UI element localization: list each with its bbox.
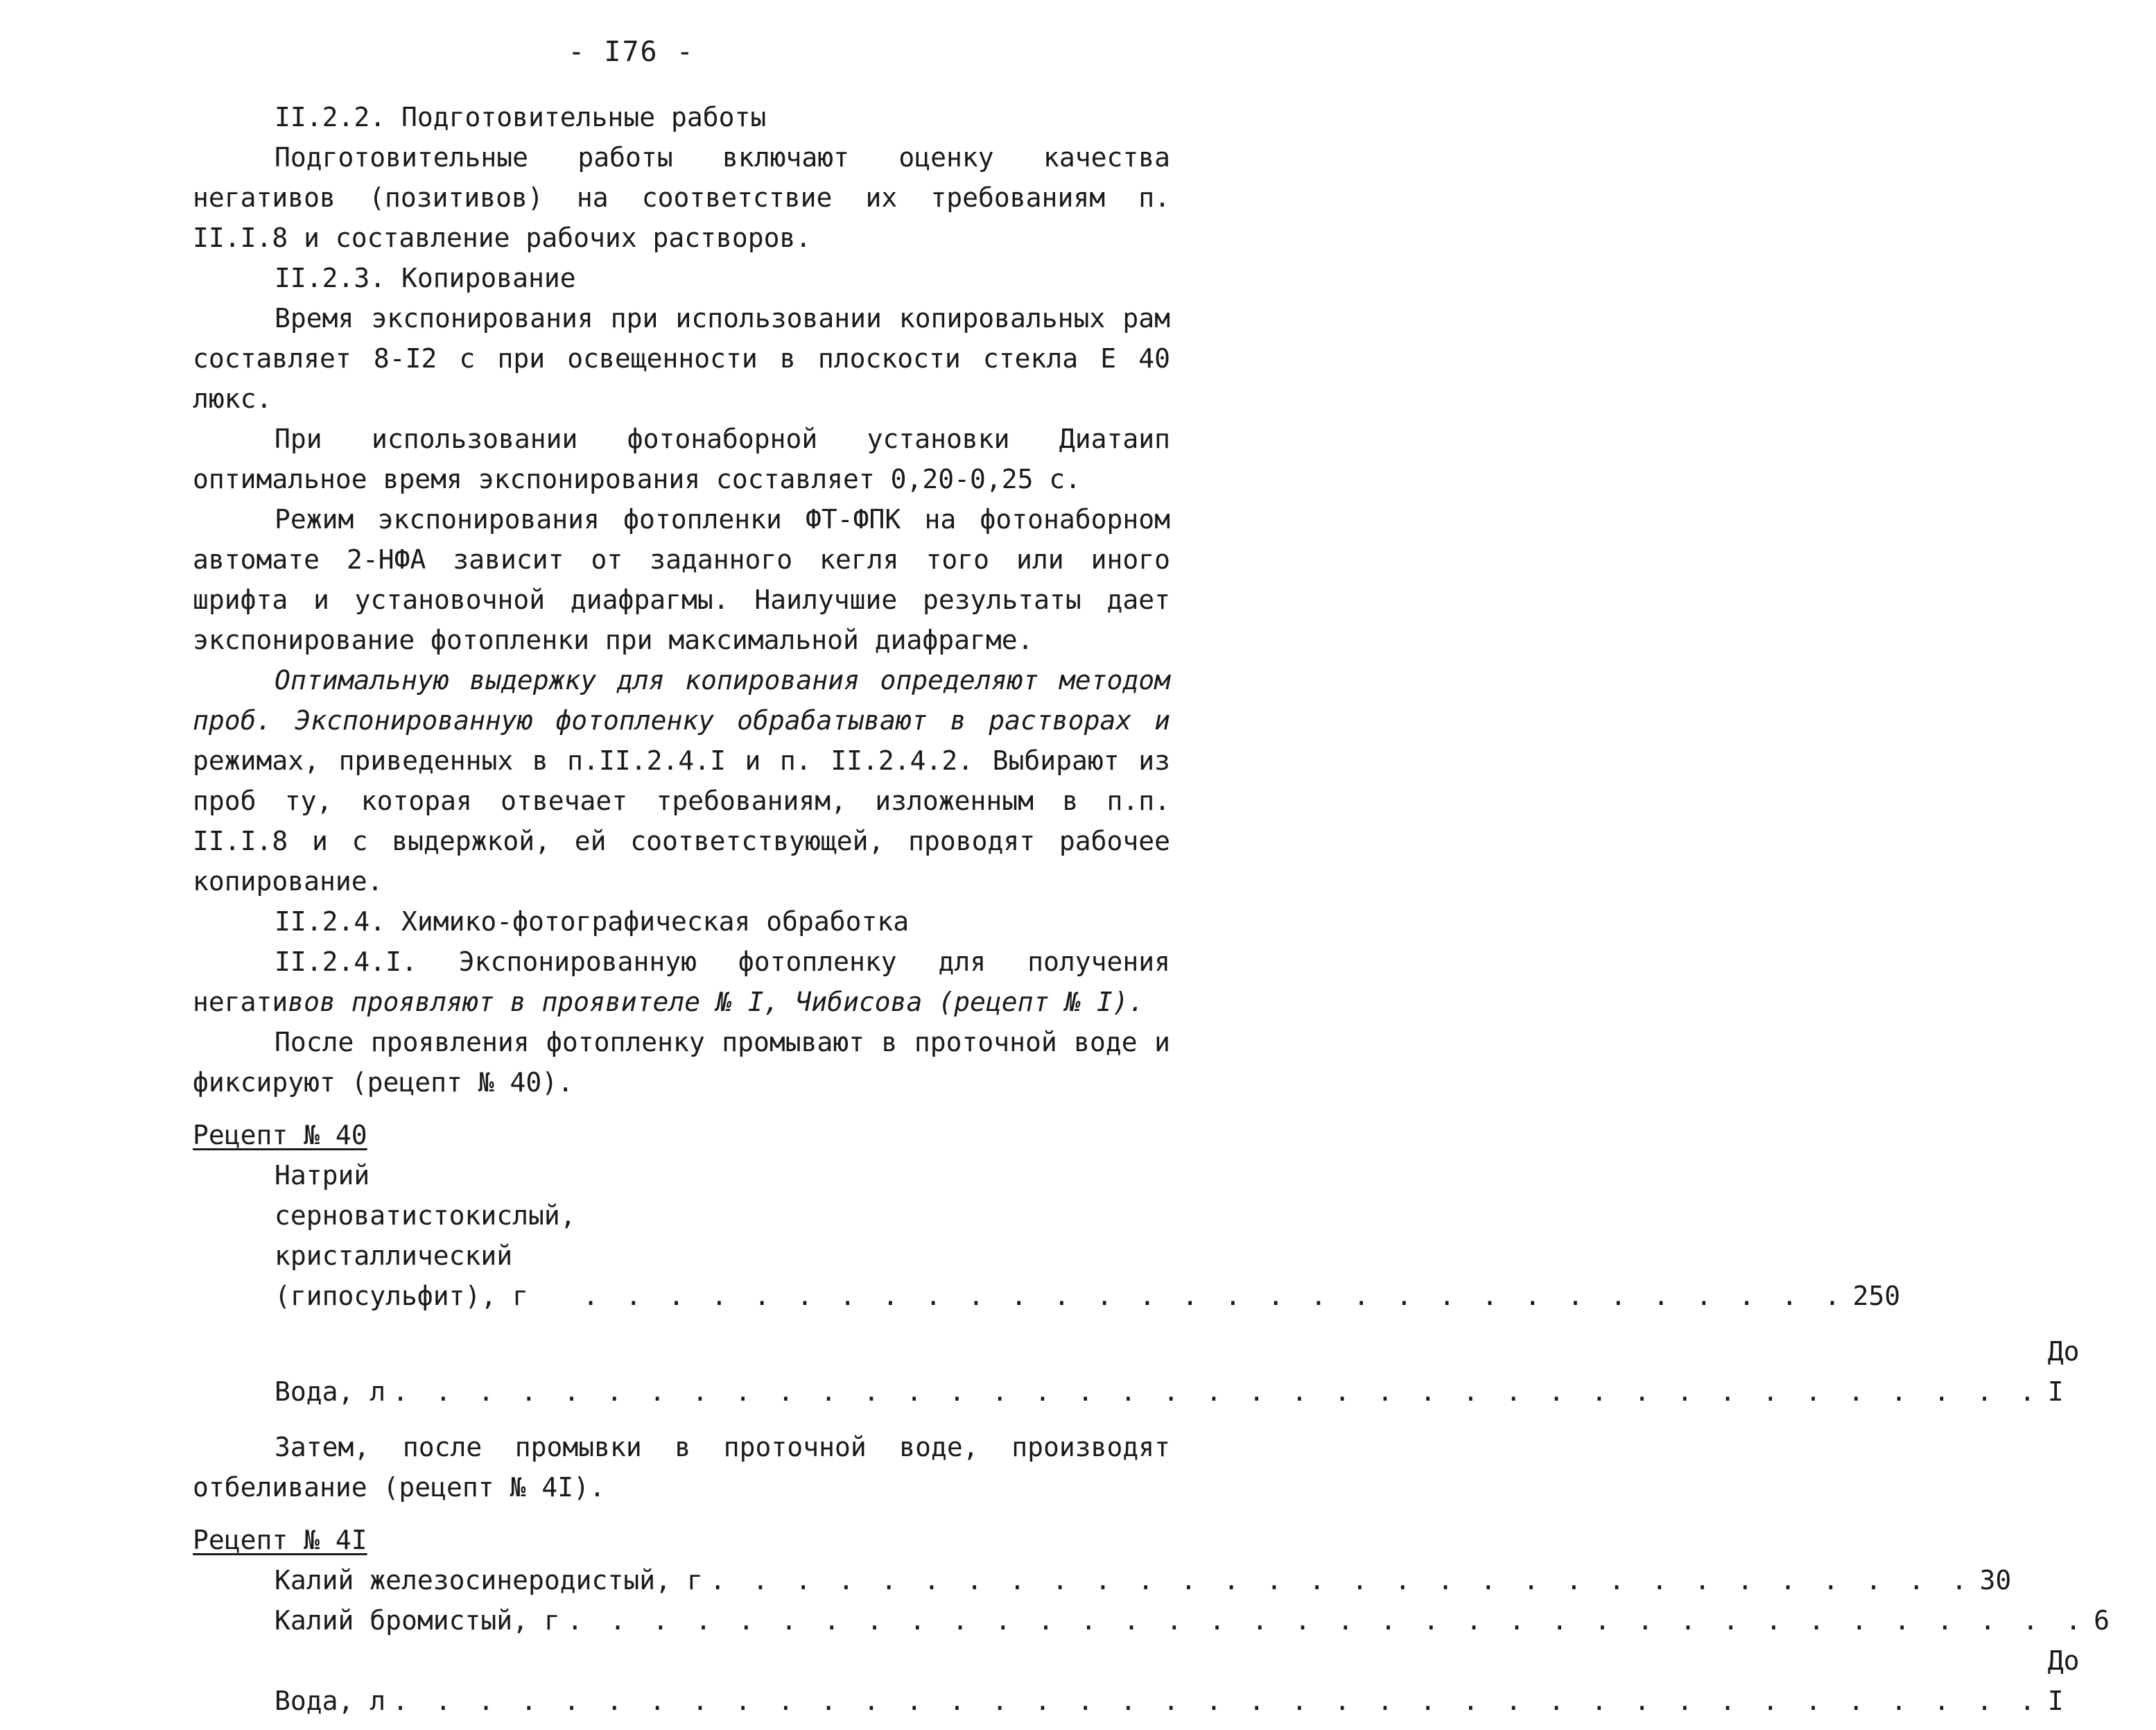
- paragraph-negative-development-a: II.2.4.I. Экспонированную фотопленку для получения негати: [193, 946, 1170, 1017]
- page-number: - I76 -: [568, 36, 695, 68]
- paragraph-bleaching: Затем, после промывки в проточной воде, производят отбеливание (рецепт № 4I).: [193, 1432, 1170, 1503]
- leader-dots: . . . . . . . . . . . . . . . . . . . . . . . . . . . . . . . . . . . . . . .: [392, 1686, 2041, 1716]
- recipe-41-list: [275, 1560, 2110, 1721]
- paragraph-preparatory-work: Подготовительные работы включают оценку качества негативов (позитивов) на соответствие их требованиям п. II.I.8 и составление рабочих растворов.: [193, 142, 1170, 253]
- recipe-40-item: [275, 1155, 1901, 1316]
- ingredient-quantity: До I: [2047, 1336, 2080, 1407]
- paragraph-after-development: После проявления фотопленку промывают в проточной воде и фиксируют (рецепт № 40).: [193, 1027, 1170, 1098]
- ingredient-name: Вода, л: [275, 1686, 386, 1716]
- recipe-41-title: Рецепт № 4I: [193, 1525, 367, 1555]
- ingredient-name: Вода, л: [275, 1376, 386, 1407]
- ingredient-name-line2: (гипосульфит), г: [275, 1281, 529, 1311]
- recipe-40-title: Рецепт № 40: [193, 1120, 367, 1150]
- recipe-40-item: [275, 1331, 2080, 1412]
- ingredient-quantity: 250: [1852, 1281, 1901, 1311]
- recipe-41-item: [275, 1600, 2110, 1641]
- paragraph-negative-development: [193, 942, 1170, 1022]
- paragraph-exposure-mode: Режим экспонирования фотопленки ФТ-ФПК на фотонаборном автомате 2-НФА зависит от заданного кегля того или иного шрифта и установочной диафрагмы. Наилучшие результаты дает экспонирование фотопленки при максимальной диафрагме.: [193, 504, 1170, 655]
- ingredient-name: Калий бромистый, г: [275, 1605, 560, 1636]
- recipe-41-item: [275, 1560, 2012, 1600]
- ingredient-name: [275, 1155, 592, 1316]
- paragraph-optimal-exposure-italic: Оптимальную выдержку для копирования определяют методом проб. Экспонированную фотопленку обрабатывают в растворах и: [193, 665, 1170, 736]
- paragraph-diatype: При использовании фотонаборной установки Диатаип оптимальное время экспонирования составляет 0,20-0,25 с.: [193, 424, 1170, 494]
- paragraph-exposure-time: Время экспонирования при использовании копировальных рам составляет 8-I2 с при освещенности в плоскости стекла Е 40 люкс.: [193, 303, 1170, 414]
- section-heading-2-3: II.2.3. Копирование: [275, 263, 576, 293]
- paragraph-negative-development-italic: вов проявляют в проявителе № I, Чибисова (рецепт № I).: [288, 987, 1145, 1017]
- ingredient-name-line1: Натрий серноватистокислый, кристаллический: [275, 1160, 592, 1271]
- section-heading-2-4: II.2.4. Химико-фотографическая обработка: [275, 906, 910, 937]
- paragraph-optimal-exposure: [193, 660, 1170, 901]
- leader-dots: . . . . . . . . . . . . . . . . . . . . . . . . . . . . . . . . . . . . . . .: [392, 1376, 2041, 1407]
- document-body: [193, 97, 2110, 1721]
- ingredient-quantity: До I: [2047, 1645, 2080, 1716]
- leader-dots: . . . . . . . . . . . . . . . . . . . . . . . . . . . . . .: [582, 1281, 1846, 1311]
- ingredient-name: Калий железосинеродистый, г: [275, 1565, 703, 1595]
- ingredient-quantity: 30: [1979, 1565, 2012, 1595]
- section-heading-2-2: II.2.2. Подготовительные работы: [275, 102, 767, 132]
- recipe-41-item: [275, 1641, 2080, 1721]
- recipe-40-list: [275, 1155, 2080, 1412]
- ingredient-quantity: 6: [2094, 1605, 2110, 1636]
- leader-dots: . . . . . . . . . . . . . . . . . . . . . . . . . . . . . . . . . . . .: [566, 1605, 2087, 1636]
- leader-dots: . . . . . . . . . . . . . . . . . . . . . . . . . . . . . .: [709, 1565, 1973, 1595]
- paragraph-optimal-exposure-rest: режимах, приведенных в п.II.2.4.I и п. II.2.4.2. Выбирают из проб ту, которая отвечает требованиям, изложенным в п.п. II.I.8 и с выдержкой, ей соответствующей, проводят рабочее копирование.: [193, 745, 1170, 897]
